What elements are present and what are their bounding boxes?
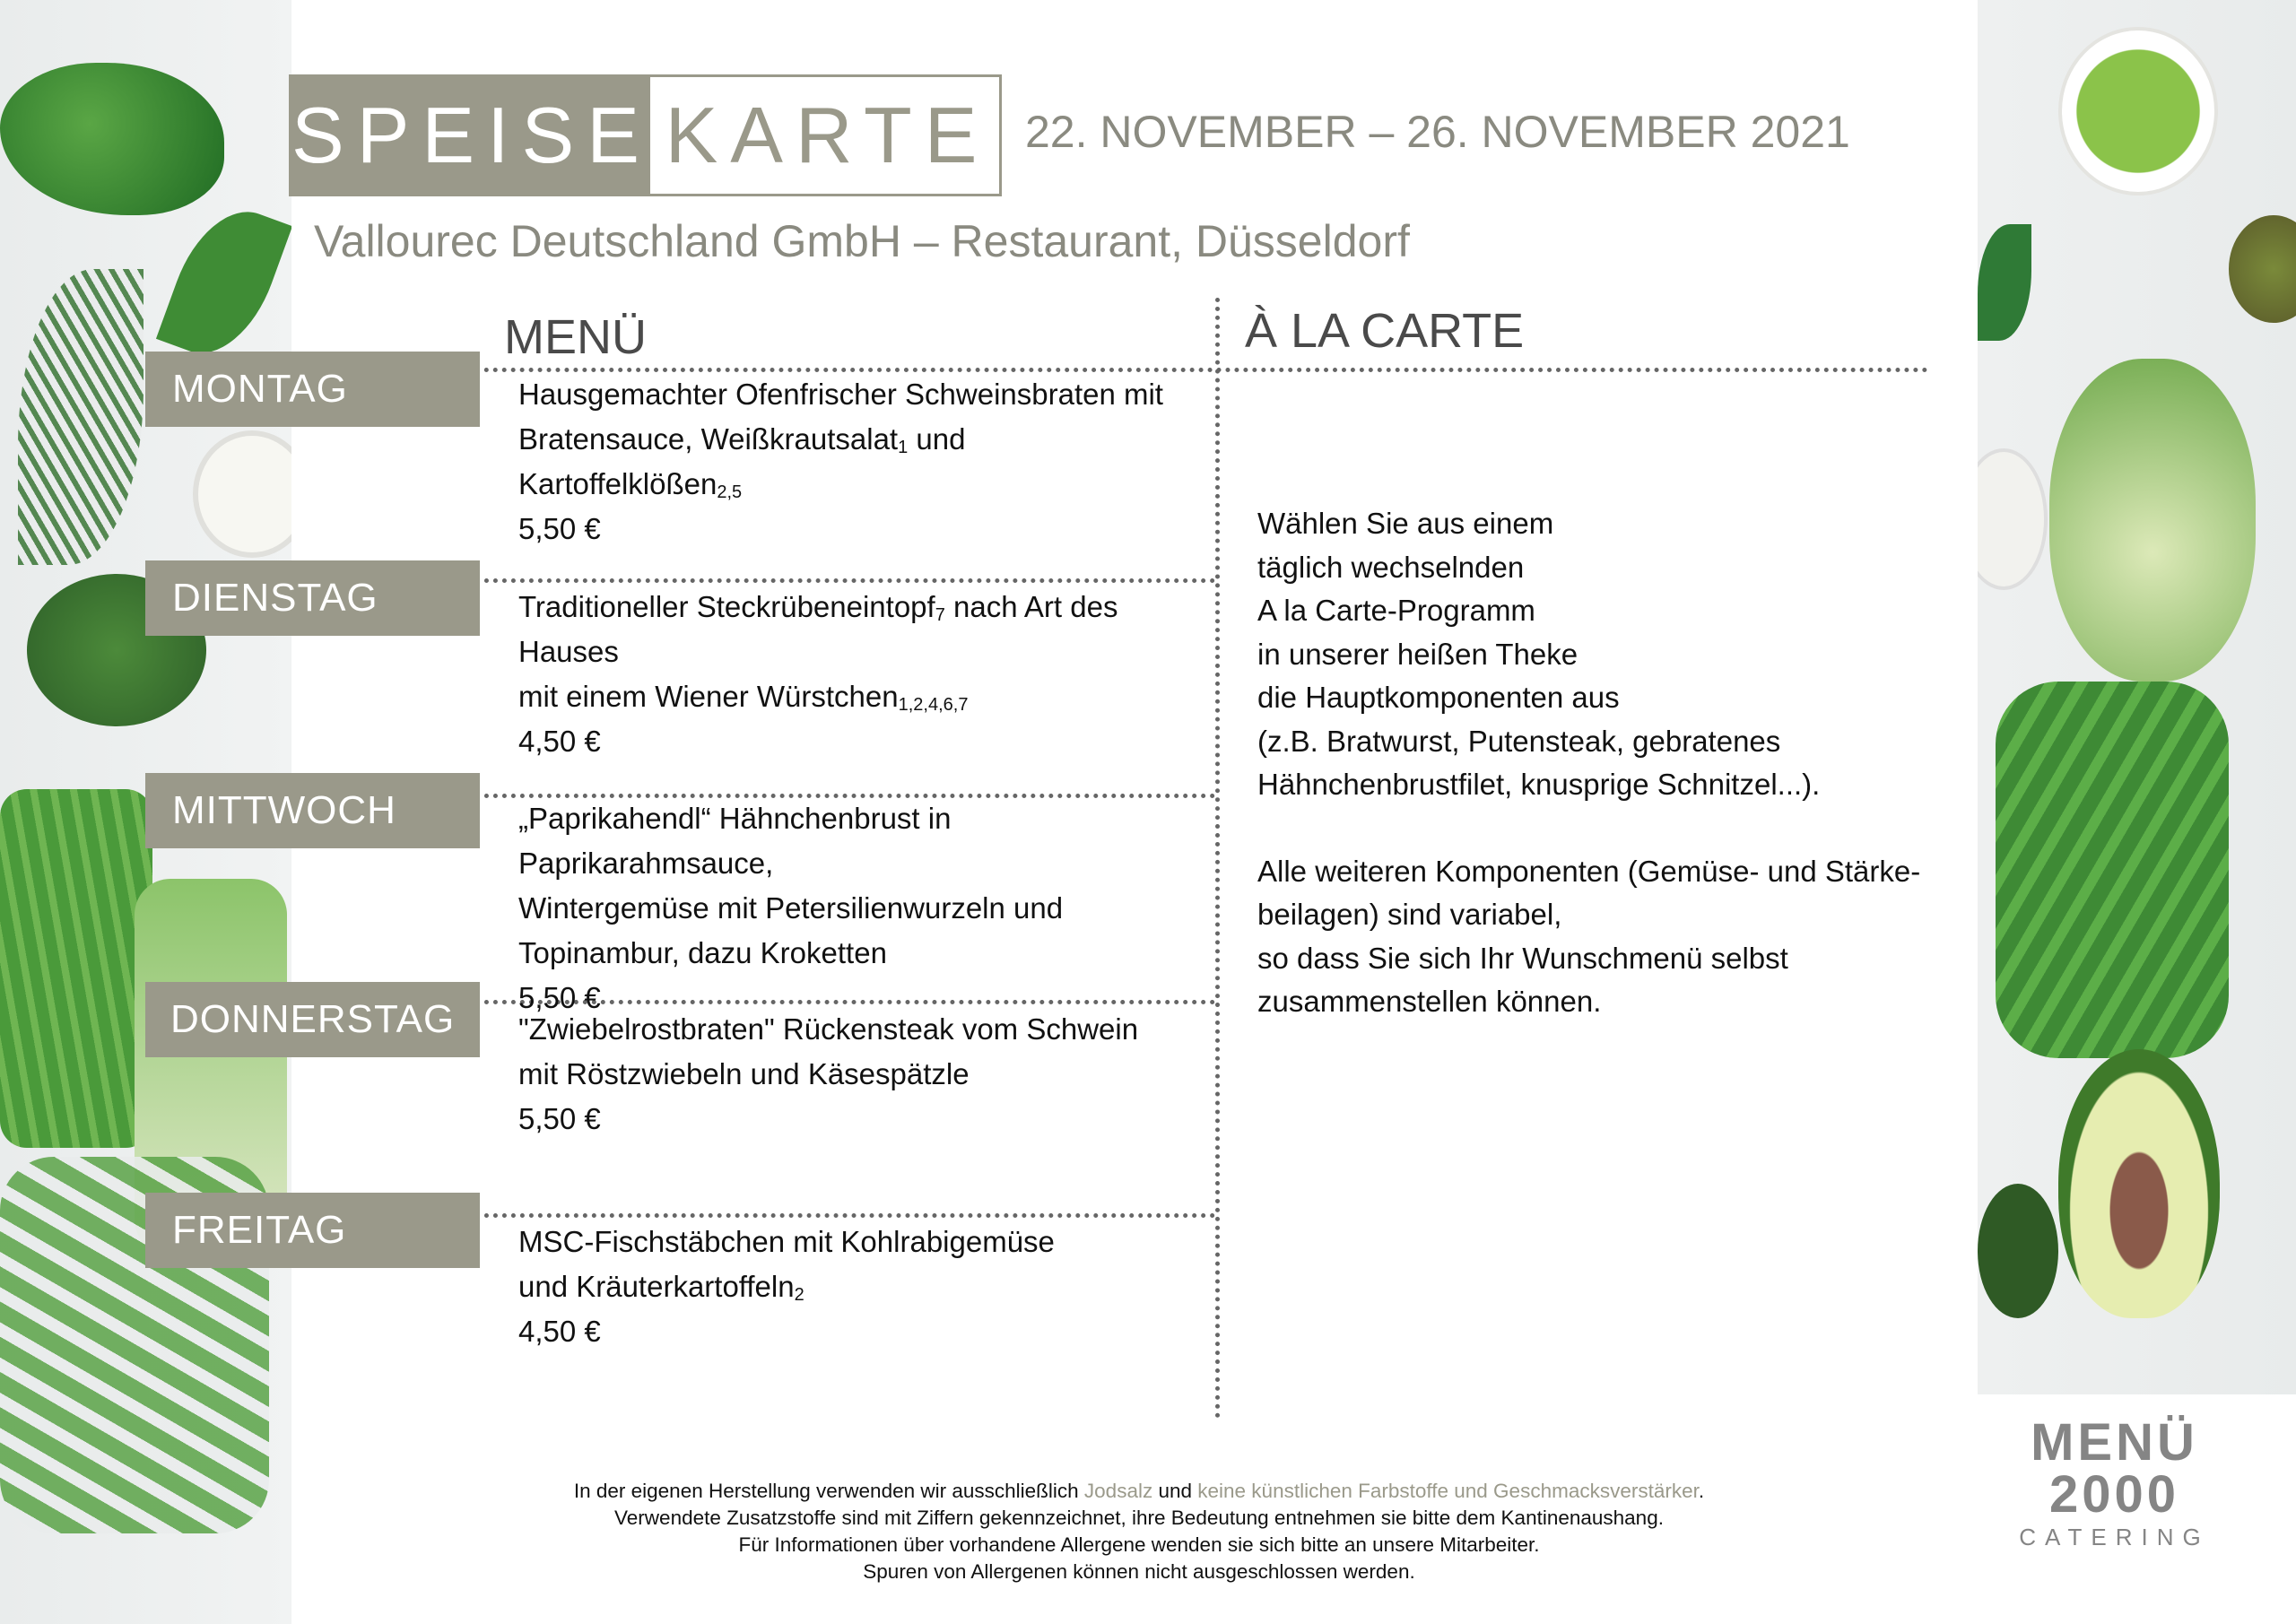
green-beans-illustration [0, 789, 152, 1148]
lettuce-illustration [2049, 359, 2256, 682]
dish-text: und Kartoffelklößen [518, 422, 966, 500]
title-box [289, 74, 1002, 196]
kiwi-illustration [2229, 215, 2296, 323]
footer-line-3: Für Informationen über vorhandene Allergene wenden sie sich bitte an unsere Mitarbeiter. [738, 1533, 1540, 1556]
dish-text: mit einem Wiener Würstchen [518, 680, 899, 713]
footer-line-1 [448, 1478, 1830, 1505]
day-tab-dienstag: DIENSTAG [145, 560, 480, 636]
logo-line-1: MENÜ [2031, 1413, 2198, 1472]
day-tab-mittwoch: MITTWOCH [145, 773, 480, 848]
allergen-code: 1 [898, 438, 909, 457]
alc-line: so dass Sie sich Ihr Wunschmenü selbst [1257, 941, 1788, 975]
dish-text: Wintergemüse mit Petersilienwurzeln und [518, 891, 1064, 925]
dish-text: und Kräuterkartoffeln [518, 1270, 795, 1303]
price: 5,50 € [518, 512, 601, 545]
dish-text: mit Röstzwiebeln und Käsespätzle [518, 1057, 970, 1090]
bell-pepper-illustration [0, 63, 224, 215]
alc-line: beilagen) sind variabel, [1257, 898, 1562, 931]
parsley-illustration [1996, 682, 2229, 1058]
title-speise: SPEISE [291, 77, 650, 194]
dish-montag [518, 372, 1182, 551]
dish-text: nach Art des Hauses [518, 590, 1118, 668]
dish-text: "Zwiebelrostbraten" Rückensteak vom Schwein [518, 1012, 1139, 1046]
logo-line-3: CATERING [2019, 1524, 2210, 1550]
day-tab-freitag: FREITAG [145, 1193, 480, 1268]
footer-notes [448, 1478, 1830, 1585]
alc-line: (z.B. Bratwurst, Putensteak, gebratenes [1257, 724, 1781, 758]
title-karte: KARTE [665, 91, 990, 179]
dish-text: Traditioneller Steckrübeneintopf [518, 590, 935, 623]
footer-highlight: Jodsalz [1083, 1480, 1153, 1502]
footer-highlight: keine künstlichen Farbstoffe und Geschmacksverstärker [1197, 1480, 1699, 1502]
avocado-whole-illustration [1978, 1184, 2058, 1318]
bean-bowl-right-illustration [1978, 448, 2048, 590]
pea-bowl-illustration [2058, 27, 2218, 195]
alc-line: Hähnchenbrustfilet, knusprige Schnitzel...). [1257, 768, 1821, 801]
price: 5,50 € [518, 981, 601, 1014]
menu-heading: MENÜ [504, 310, 647, 364]
row-divider-dienstag [439, 578, 1215, 583]
day-tab-montag: MONTAG [145, 352, 480, 427]
allergen-code: 2,5 [717, 482, 743, 502]
a-la-carte-description [1257, 502, 1957, 1024]
restaurant-subtitle: Vallourec Deutschland GmbH – Restaurant, Düsseldorf [314, 216, 1410, 266]
footer-text: In der eigenen Herstellung verwenden wir ausschließlich [573, 1480, 1084, 1502]
footer-line-2: Verwendete Zusatzstoffe sind mit Ziffern gekennzeichnet, ihre Bedeutung entnehmen sie bitte dem Kantinenaushang. [614, 1507, 1664, 1529]
pepper-slice-illustration [156, 195, 291, 369]
right-vegetable-image [1978, 0, 2296, 1394]
dish-text: Topinambur, dazu Kroketten [518, 936, 887, 969]
alc-line: A la Carte-Programm [1257, 594, 1535, 627]
menu2000-logo [2000, 1413, 2229, 1560]
price: 5,50 € [518, 1102, 601, 1135]
dish-text: „Paprikahendl“ Hähnchenbrust in Paprikarahmsauce, [518, 802, 952, 880]
footer-text: . [1698, 1480, 1705, 1502]
alc-line: zusammenstellen können. [1257, 985, 1602, 1018]
date-range: 22. NOVEMBER – 26. NOVEMBER 2021 [1025, 107, 1850, 157]
alc-line: Wählen Sie aus einem [1257, 507, 1554, 540]
alc-line: täglich wechselnden [1257, 550, 1525, 584]
dish-freitag [518, 1220, 1182, 1354]
dill-illustration [18, 269, 144, 565]
dish-text: MSC-Fischstäbchen mit Kohlrabigemüse [518, 1225, 1055, 1258]
a-la-carte-heading: À LA CARTE [1245, 304, 1525, 358]
logo-line-2: 2000 [2048, 1465, 2180, 1524]
alc-line: die Hauptkomponenten aus [1257, 681, 1620, 714]
footer-line-4: Spuren von Allergenen können nicht ausgeschlossen werden. [863, 1560, 1415, 1583]
allergen-code: 7 [935, 605, 945, 625]
dish-dienstag [518, 585, 1182, 764]
price: 4,50 € [518, 725, 601, 758]
price: 4,50 € [518, 1315, 601, 1348]
dish-text: Hausgemachter Ofenfrischer Schweinsbraten mit [518, 378, 1163, 411]
allergen-code: 1,2,4,6,7 [898, 695, 969, 715]
allergen-code: 2 [794, 1285, 804, 1305]
dish-mittwoch [518, 796, 1182, 1020]
alc-line: Alle weiteren Komponenten (Gemüse- und Stärke- [1257, 854, 1921, 888]
footer-text: und [1152, 1480, 1198, 1502]
bean-bowl-illustration [193, 430, 291, 558]
dish-text: Bratensauce, Weißkrautsalat [518, 422, 899, 456]
dish-donnerstag [518, 1007, 1182, 1142]
avocado-illustration [2058, 1049, 2220, 1318]
avocado-half-illustration [1978, 224, 2031, 341]
day-tab-donnerstag: DONNERSTAG [145, 982, 480, 1057]
column-divider [1215, 298, 1220, 1419]
row-divider-freitag [439, 1213, 1215, 1218]
alc-line: in unserer heißen Theke [1257, 637, 1578, 671]
